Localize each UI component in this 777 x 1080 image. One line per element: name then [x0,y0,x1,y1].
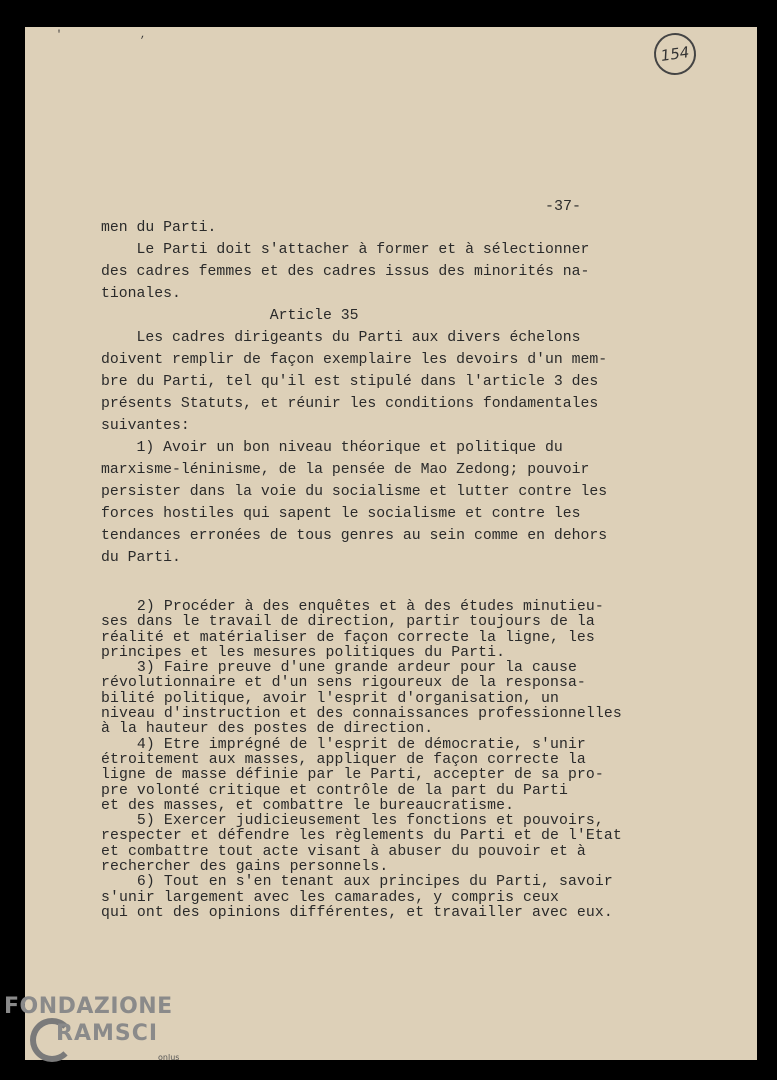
text-line: à la hauteur des postes de direction. [101,721,434,738]
text-line: Article 35 [101,308,359,324]
text-line: pre volonté critique et contrôle de la part du Parti [101,782,568,799]
watermark-small: onlus [158,1053,180,1062]
text-line: respecter et défendre les règlements du Parti et de l'Etat [101,828,622,845]
text-line: rechercher des gains personnels. [101,859,389,876]
text-line: 4) Etre imprégné de l'esprit de démocratie, s'unir [101,736,586,753]
text-line: tionales. [101,286,181,302]
text-line: persister dans la voie du socialisme et lutter contre les [101,484,608,500]
text-line: niveau d'instruction et des connaissances professionnelles [101,706,622,723]
text-line: 1) Avoir un bon niveau théorique et politique du [101,440,563,456]
text-line: bilité politique, avoir l'esprit d'organisation, un [101,690,559,707]
text-line: Le Parti doit s'attacher à former et à sélectionner [101,242,590,258]
text-line: principes et les mesures politiques du Parti. [101,644,506,661]
text-line: tendances erronées de tous genres au sein comme en dehors [101,528,608,544]
margin-marks: ' , [56,30,183,41]
text-line: marxisme-léninisme, de la pensée de Mao Zedong; pouvoir [101,462,590,478]
text-line: présents Statuts, et réunir les conditions fondamentales [101,396,599,412]
text-line: doivent remplir de façon exemplaire les devoirs d'un mem- [101,352,608,368]
text-line: Les cadres dirigeants du Parti aux divers échelons [101,330,581,346]
text-line: men du Parti. [101,220,217,236]
text-line: 6) Tout en s'en tenant aux principes du Parti, savoir [101,874,613,891]
text-line: révolutionnaire et d'un sens rigoureux de la responsa- [101,675,586,692]
body-text-part2 [101,600,622,921]
text-line: qui ont des opinions différentes, et travailler avec eux. [101,904,613,921]
text-line: ses dans le travail de direction, partir toujours de la [101,614,595,631]
text-line: suivantes: [101,418,190,434]
text-line: 2) Procéder à des enquêtes et à des études minutieu- [101,599,604,615]
text-line: et combattre tout acte visant à abuser du pouvoir et à [101,843,586,860]
text-line: étroitement aux masses, appliquer de façon correcte la [101,751,586,768]
text-line: bre du Parti, tel qu'il est stipulé dans l'article 3 des [101,374,599,390]
folio-number-stamp: 154 [651,30,698,77]
text-line: réalité et matérialiser de façon correcte la ligne, les [101,629,595,646]
text-line: et des masses, et combattre le bureaucratisme. [101,797,515,814]
watermark-line2: RAMSCI [56,1021,159,1046]
text-line: du Parti. [101,550,181,566]
text-line: ligne de masse définie par le Parti, accepter de sa pro- [101,767,604,784]
text-line: 5) Exercer judicieusement les fonctions et pouvoirs, [101,813,604,830]
watermark-line1: FONDAZIONE [4,994,173,1019]
watermark [4,994,173,1046]
text-line: forces hostiles qui sapent le socialisme et contre les [101,506,581,522]
page-number: -37- [545,198,582,215]
text-line: des cadres femmes et des cadres issus des minorités na- [101,264,590,280]
text-line: s'unir largement avec les camarades, y compris ceux [101,889,559,906]
text-line: 3) Faire preuve d'une grande ardeur pour la cause [101,660,577,677]
body-text-part1 [101,217,607,569]
